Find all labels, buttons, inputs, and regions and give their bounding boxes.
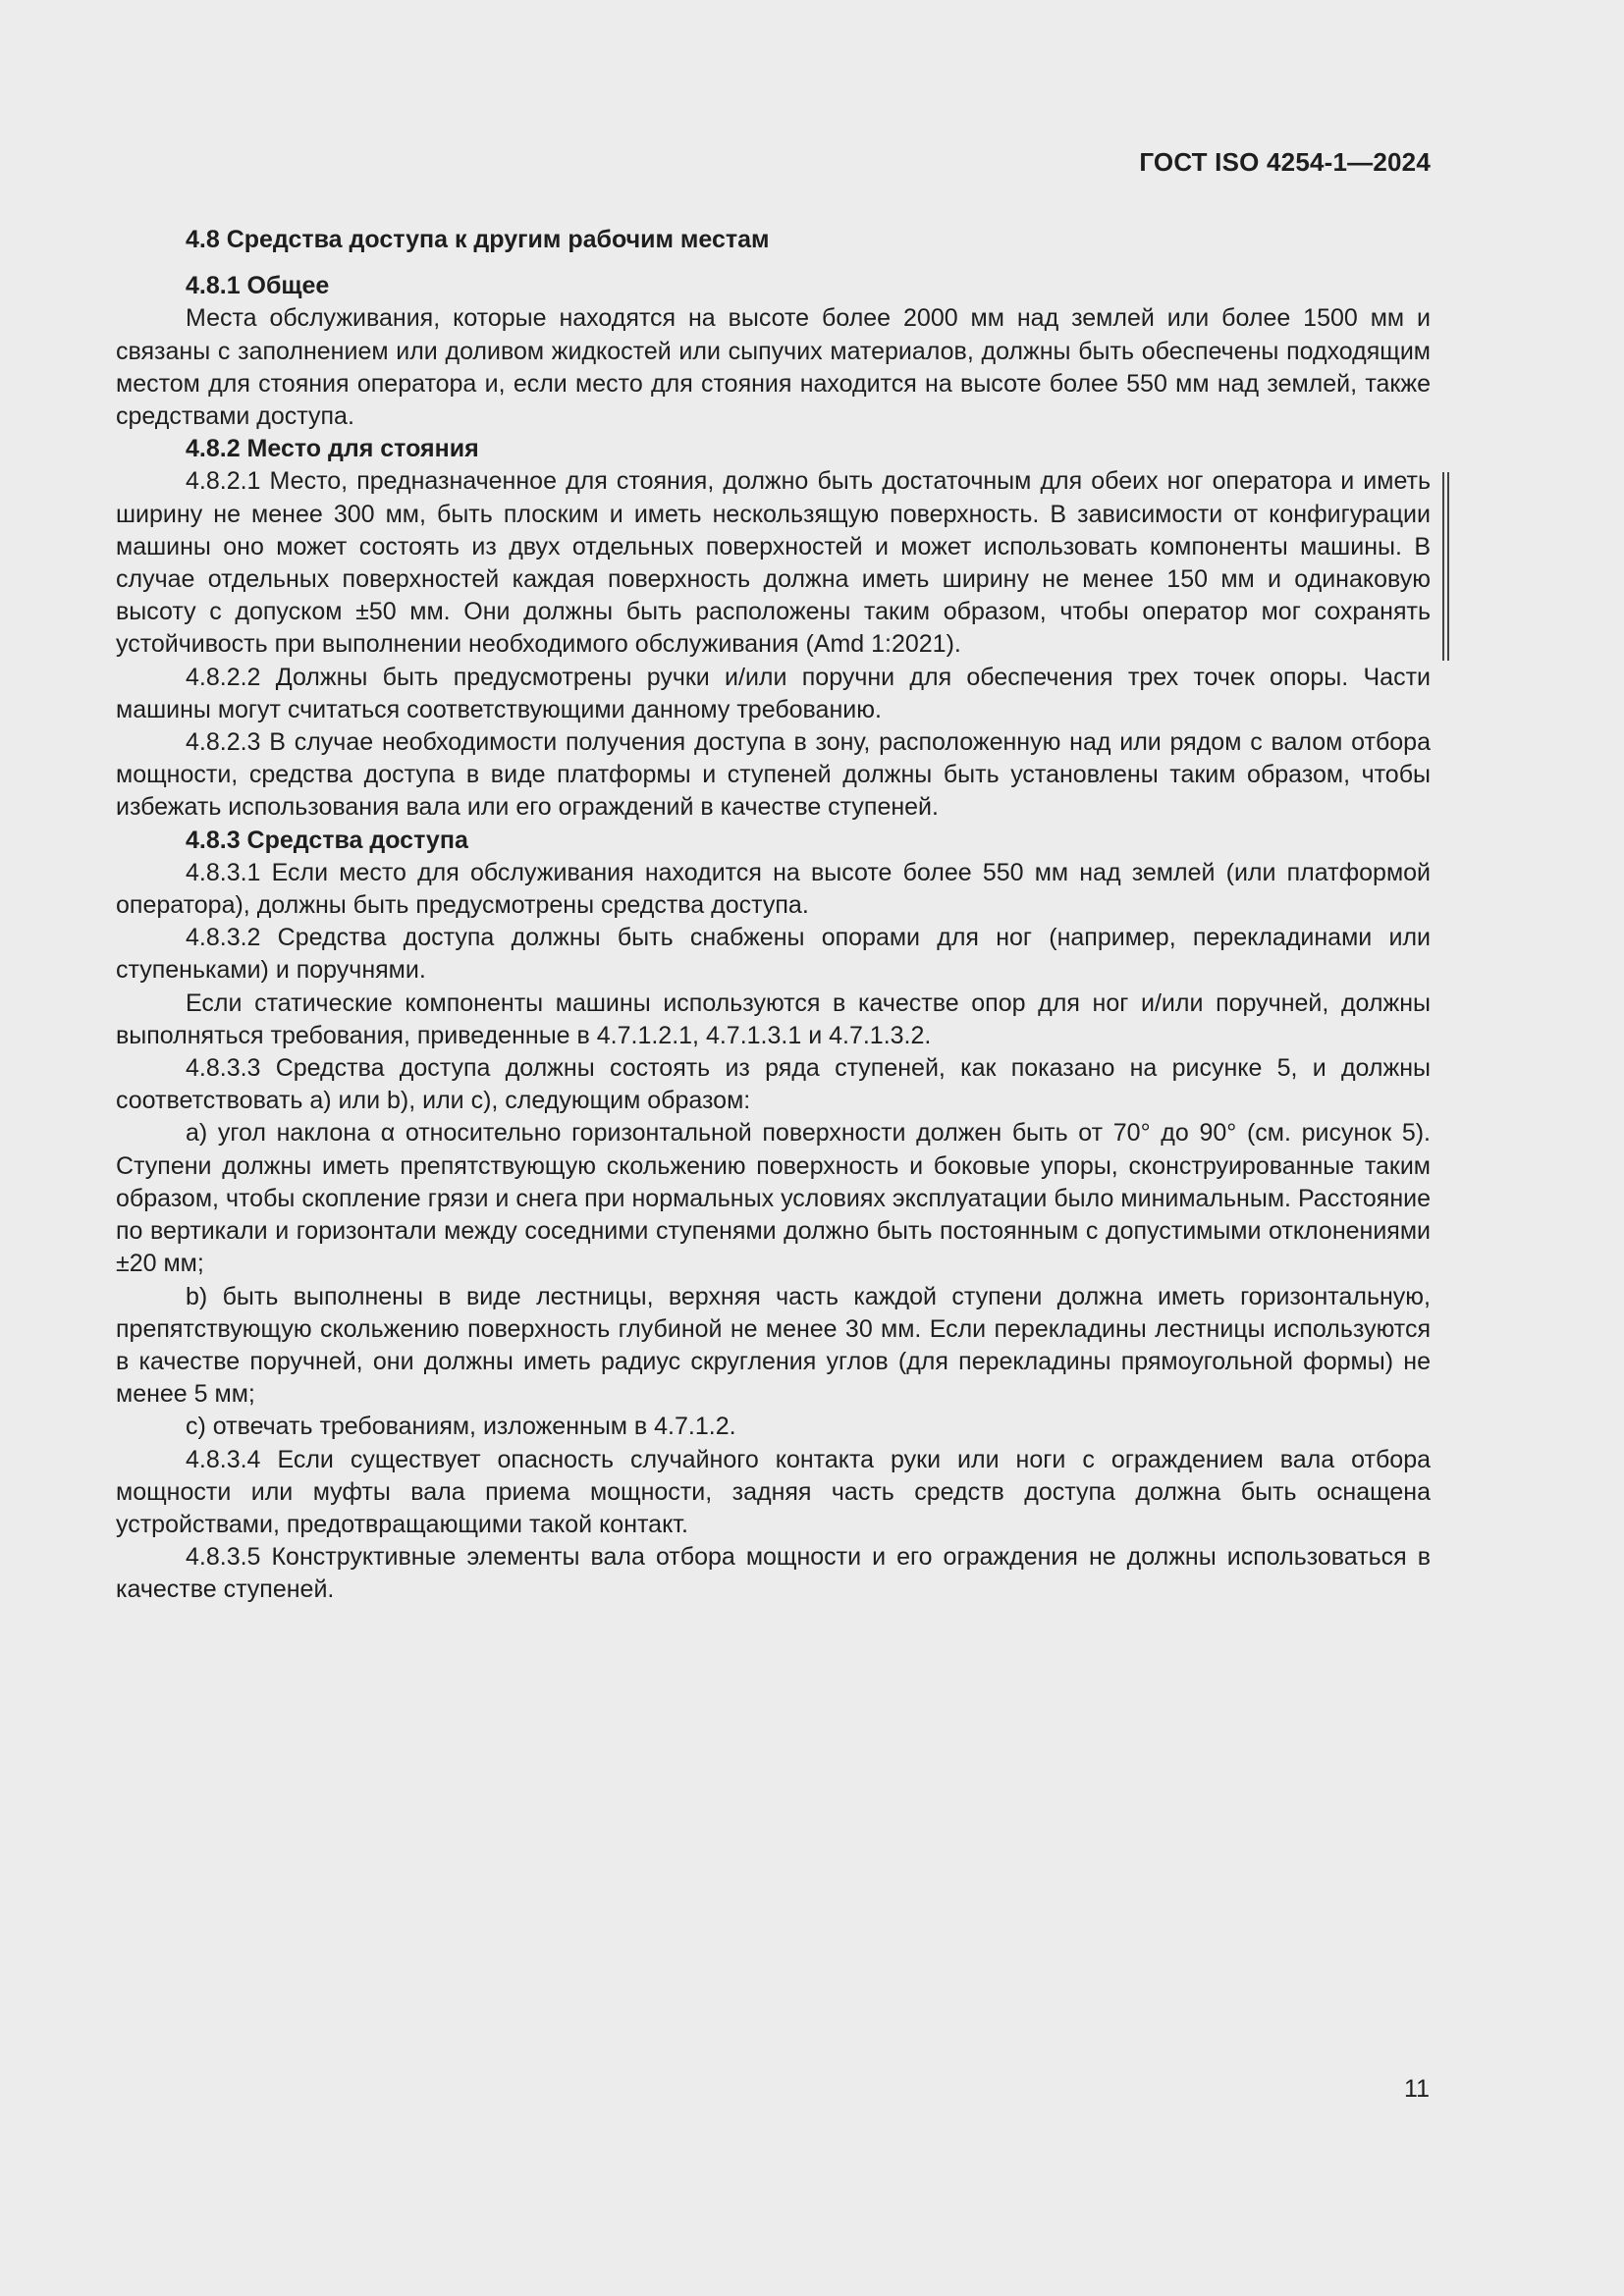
amendment-change-bar [1442,472,1449,661]
paragraph-4-8-3-2-note: Если статические компоненты машины используются в качестве опор для ног и/или поручней, должны выполняться требования, приведенные в 4.7.1.2.1, 4.7.1.3.1 и 4.7.1.3.2. [116,988,1431,1049]
list-item-b: b) быть выполнены в виде лестницы, верхняя часть каждой ступени должна иметь горизонтальную, препятствующую скольжению поверхность глубиной не менее 30 мм. Если перекладины лестницы используются в качестве поручней, они должны иметь радиус скругления углов (для перекладины прямоугольной формы) не менее 5 мм; [116,1282,1431,1409]
page-number: 11 [1404,2075,1430,2103]
section-heading-4-8: 4.8 Средства доступа к другим рабочим местам [186,226,770,253]
section-heading-4-8-2: 4.8.2 Место для стояния [186,435,479,463]
standard-header: ГОСТ ISO 4254-1—2024 [1139,147,1431,177]
paragraph-4-8-1: Места обслуживания, которые находятся на высоте более 2000 мм над землей или более 1500 мм и связаны с заполнением или доливом жидкостей или сыпучих материалов, должны быть обеспечены подходящим местом для стояния оператора и, если место для стояния находится на высоте более 550 мм над землей, также средствами доступа. [116,304,1431,431]
paragraph-4-8-2-1: 4.8.2.1 Место, предназначенное для стояния, должно быть достаточным для обеих ног оператора и иметь ширину не менее 300 мм, быть плоским и иметь нескользящую поверхность. В зависимости от конфигурации машины оно может состоять из двух отдельных поверхностей и может использовать компоненты машины. В случае отдельных поверхностей каждая поверхность должна иметь ширину не менее 150 мм и одинаковую высоту с допуском ±50 мм. Они должны быть расположены таким образом, чтобы оператор мог сохранять устойчивость при выполнении необходимого обслуживания (Amd 1:2021). [116,467,1431,659]
list-item-c: c) отвечать требованиям, изложенным в 4.7.1.2. [186,1413,736,1441]
list-item-a: a) угол наклона α относительно горизонтальной поверхности должен быть от 70° до 90° (см. рисунок 5). Ступени должны иметь препятствующую скольжению поверхность и боковые упоры, сконструированные таким образом, чтобы скопление грязи и снега при нормальных условиях эксплуатации было минимальным. Расстояние по вертикали и горизонтали между соседними ступенями должно быть постоянным с допустимыми отклонениями ±20 мм; [116,1119,1431,1278]
paragraph-4-8-3-1: 4.8.3.1 Если место для обслуживания находится на высоте более 550 мм над землей (или платформой оператора), должны быть предусмотрены средства доступа. [116,858,1431,920]
paragraph-4-8-2-3: 4.8.2.3 В случае необходимости получения доступа в зону, расположенную над или рядом с валом отбора мощности, средства доступа в виде платформы и ступеней должны быть установлены таким образом, чтобы избежать использования вала или его ограждений в качестве ступеней. [116,728,1431,822]
paragraph-4-8-3-5: 4.8.3.5 Конструктивные элементы вала отбора мощности и его ограждения не должны использоваться в качестве ступеней. [116,1543,1431,1604]
document-body [116,224,1431,1607]
paragraph-4-8-3-2: 4.8.3.2 Средства доступа должны быть снабжены опорами для ног (например, перекладинами или ступеньками) и поручнями. [116,924,1431,985]
section-heading-4-8-1: 4.8.1 Общее [186,272,330,300]
paragraph-4-8-3-4: 4.8.3.4 Если существует опасность случайного контакта руки или ноги с ограждением вала отбора мощности или муфты вала приема мощности, задняя часть средств доступа должна быть оснащена устройствами, предотвращающими такой контакт. [116,1445,1431,1538]
section-heading-4-8-3: 4.8.3 Средства доступа [186,826,468,854]
paragraph-4-8-2-2: 4.8.2.2 Должны быть предусмотрены ручки и/или поручни для обеспечения трех точек опоры. Части машины могут считаться соответствующими данному требованию. [116,663,1431,723]
paragraph-4-8-3-3: 4.8.3.3 Средства доступа должны состоять из ряда ступеней, как показано на рисунке 5, и должны соответствовать a) или b), или c), следующим образом: [116,1054,1431,1115]
